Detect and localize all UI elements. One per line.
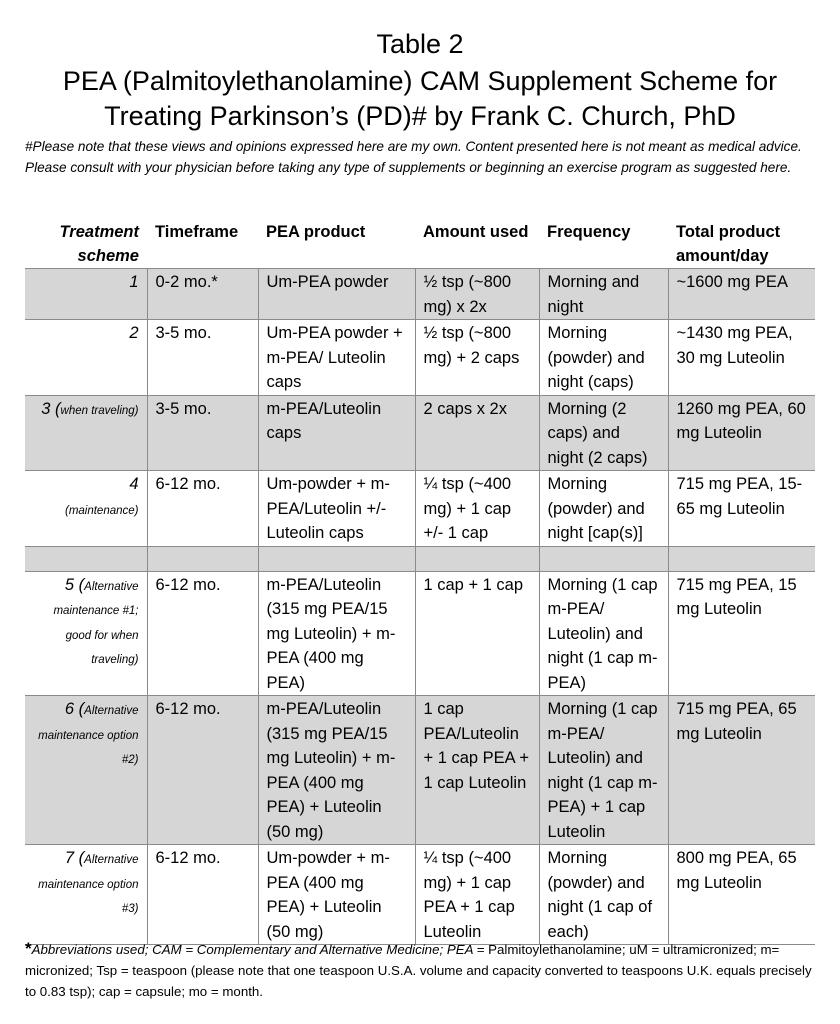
cell-frequency: Morning (powder) and night [cap(s)] bbox=[539, 471, 668, 547]
table-row bbox=[25, 269, 815, 320]
cell-scheme: 2 bbox=[25, 320, 147, 396]
cell-total: 715 mg PEA, 15 mg Luteolin bbox=[668, 571, 815, 696]
page-title-line-2: Treating Parkinson’s (PD)# by Frank C. Church, PhD bbox=[104, 101, 736, 131]
cell-frequency: Morning (1 cap m-PEA/ Luteolin) and night (1 cap m-PEA) bbox=[539, 571, 668, 696]
table-row bbox=[25, 471, 815, 547]
cell-product: Um-powder + m-PEA/Luteolin +/- Luteolin caps bbox=[258, 471, 415, 547]
supplement-scheme-table bbox=[25, 218, 815, 945]
cell-timeframe: 6-12 mo. bbox=[147, 571, 258, 696]
cell-product: Um-PEA powder + m-PEA/ Luteolin caps bbox=[258, 320, 415, 396]
cell-amount: 2 caps x 2x bbox=[415, 395, 539, 471]
cell-timeframe: 6-12 mo. bbox=[147, 696, 258, 845]
cell-timeframe: 3-5 mo. bbox=[147, 395, 258, 471]
header-treatment-scheme: Treatment scheme bbox=[59, 223, 139, 265]
cell-scheme: 1 bbox=[25, 269, 147, 320]
table-row bbox=[25, 395, 815, 471]
table-row bbox=[25, 320, 815, 396]
cell-frequency: Morning (1 cap m-PEA/ Luteolin) and night (1 cap m-PEA) + 1 cap Luteolin bbox=[539, 696, 668, 845]
cell-amount: ½ tsp (~800 mg) x 2x bbox=[415, 269, 539, 320]
header-frequency: Frequency bbox=[547, 223, 631, 241]
cell-frequency: Morning and night bbox=[539, 269, 668, 320]
table-row bbox=[25, 696, 815, 845]
footnote-italic-text: Abbreviations used; CAM = Complementary and Alternative Medicine; PEA = bbox=[31, 942, 489, 957]
cell-timeframe: 6-12 mo. bbox=[147, 845, 258, 945]
table-number: Table 2 bbox=[376, 29, 464, 59]
header-amount-used: Amount used bbox=[423, 223, 529, 241]
cell-total: ~1600 mg PEA bbox=[668, 269, 815, 320]
cell-scheme bbox=[25, 546, 147, 571]
cell-amount: ¼ tsp (~400 mg) + 1 cap +/- 1 cap bbox=[415, 471, 539, 547]
cell-timeframe: 6-12 mo. bbox=[147, 471, 258, 547]
cell-scheme: 4 (maintenance) bbox=[25, 471, 147, 547]
cell-timeframe: 0-2 mo.* bbox=[147, 269, 258, 320]
table-row bbox=[25, 571, 815, 696]
disclaimer-note: #Please note that these views and opinions expressed here are my own. Content presented here is not meant as medical advice. Please consult with your physician before taking any type of supplements or beginning an exercise program as suggested here. bbox=[25, 139, 802, 175]
abbreviations-footnote bbox=[25, 938, 815, 1002]
cell-total: 800 mg PEA, 65 mg Luteolin bbox=[668, 845, 815, 945]
cell-amount: ¼ tsp (~400 mg) + 1 cap PEA + 1 cap Luteolin bbox=[415, 845, 539, 945]
cell-total: 715 mg PEA, 15-65 mg Luteolin bbox=[668, 471, 815, 547]
cell-timeframe bbox=[147, 546, 258, 571]
cell-product: Um-powder + m-PEA (400 mg PEA) + Luteolin (50 mg) bbox=[258, 845, 415, 945]
cell-scheme: 6 (Alternative maintenance option #2) bbox=[25, 696, 147, 845]
cell-product bbox=[258, 546, 415, 571]
cell-frequency: Morning (powder) and night (1 cap of each) bbox=[539, 845, 668, 945]
footnote-asterisk: * bbox=[25, 939, 32, 958]
table-row-empty bbox=[25, 546, 815, 571]
cell-product: m-PEA/Luteolin (315 mg PEA/15 mg Luteolin) + m-PEA (400 mg PEA) + Luteolin (50 mg) bbox=[258, 696, 415, 845]
cell-frequency: Morning (powder) and night (caps) bbox=[539, 320, 668, 396]
cell-product: m-PEA/Luteolin (315 mg PEA/15 mg Luteolin) + m-PEA (400 mg PEA) bbox=[258, 571, 415, 696]
cell-total bbox=[668, 546, 815, 571]
cell-frequency bbox=[539, 546, 668, 571]
page-title-line-1: PEA (Palmitoylethanolamine) CAM Supplement Scheme for bbox=[62, 66, 778, 96]
cell-scheme: 3 (when traveling) bbox=[25, 395, 147, 471]
cell-scheme: 7 (Alternative maintenance option #3) bbox=[25, 845, 147, 945]
cell-amount bbox=[415, 546, 539, 571]
cell-total: 1260 mg PEA, 60 mg Luteolin bbox=[668, 395, 815, 471]
cell-product: m-PEA/Luteolin caps bbox=[258, 395, 415, 471]
cell-total: 715 mg PEA, 65 mg Luteolin bbox=[668, 696, 815, 845]
cell-amount: 1 cap PEA/Luteolin + 1 cap PEA + 1 cap Luteolin bbox=[415, 696, 539, 845]
cell-scheme: 5 (Alternative maintenance #1; good for when traveling) bbox=[25, 571, 147, 696]
cell-amount: 1 cap + 1 cap bbox=[415, 571, 539, 696]
footnote-text: Palmitoylethanolamine; uM = ultramicronized; m= micronized; Tsp = teaspoon (please note that one teaspoon U.S.A. volume and capacity converted to teaspoons U.K. equals precisely to 0.83 tsp); cap = capsule; mo = month. bbox=[25, 942, 812, 999]
table-header-row bbox=[25, 218, 815, 269]
header-timeframe: Timeframe bbox=[155, 223, 239, 241]
cell-timeframe: 3-5 mo. bbox=[147, 320, 258, 396]
cell-frequency: Morning (2 caps) and night (2 caps) bbox=[539, 395, 668, 471]
header-total-amount: Total product amount/day bbox=[676, 223, 781, 265]
cell-product: Um-PEA powder bbox=[258, 269, 415, 320]
cell-amount: ½ tsp (~800 mg) + 2 caps bbox=[415, 320, 539, 396]
table-row bbox=[25, 845, 815, 945]
cell-total: ~1430 mg PEA, 30 mg Luteolin bbox=[668, 320, 815, 396]
header-pea-product: PEA product bbox=[266, 223, 366, 241]
